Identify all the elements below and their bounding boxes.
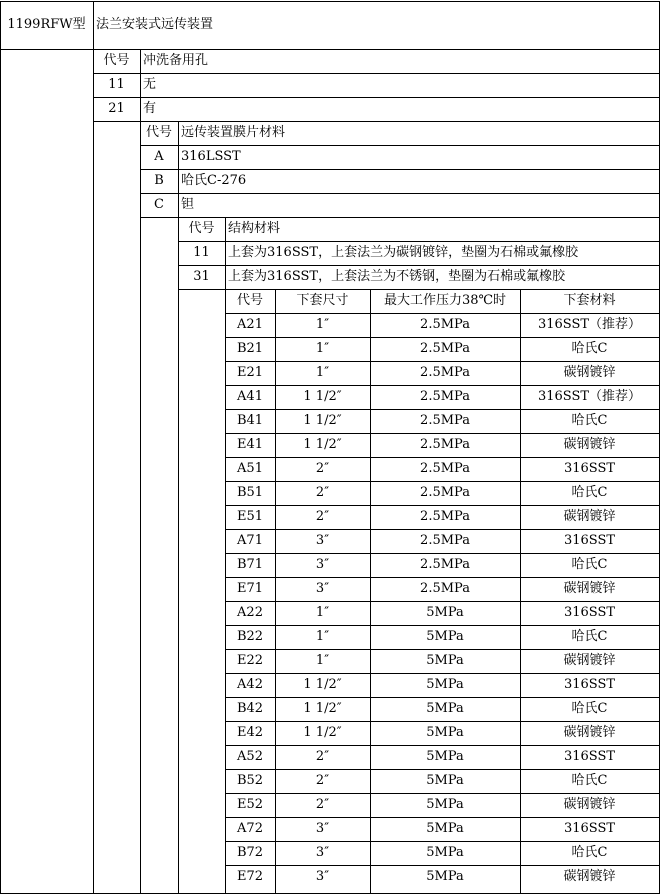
lower-cell-size: 3″: [315, 557, 330, 572]
lower-cell-code: B72: [236, 845, 264, 860]
lower-cell-code: B52: [236, 773, 264, 788]
lower-cell-size: 2″: [315, 749, 330, 764]
diaphragm-heading: 远传装置膜片材料: [181, 125, 286, 140]
lower-cell-material: 316SST: [563, 605, 616, 620]
lower-cell-size: 3″: [315, 821, 330, 836]
lower-cell-pressure: 2.5MPa: [420, 437, 470, 452]
lower-cell-pressure: 2.5MPa: [420, 557, 470, 572]
diaphragm-option-desc: 钽: [181, 197, 195, 212]
rule-vertical: [0, 1, 1, 894]
lower-col-header: 代号: [236, 293, 263, 308]
lower-cell-pressure: 2.5MPa: [420, 485, 470, 500]
lower-cell-size: 2″: [315, 797, 330, 812]
diaphragm-code-header: 代号: [145, 125, 172, 140]
lower-cell-material: 碳钢镀锌: [563, 797, 616, 812]
lower-cell-material: 316SST（推荐）: [537, 317, 642, 332]
lower-cell-code: E72: [236, 869, 264, 884]
lower-cell-code: B21: [236, 341, 264, 356]
lower-cell-material: 碳钢镀锌: [563, 581, 616, 596]
flush-option-code: 11: [108, 77, 125, 92]
lower-cell-size: 1 1/2″: [303, 677, 342, 692]
lower-cell-pressure: 5MPa: [426, 725, 464, 740]
lower-cell-size: 1 1/2″: [303, 725, 342, 740]
lower-cell-size: 2″: [315, 485, 330, 500]
structure-option-code: 31: [193, 269, 210, 284]
lower-cell-code: A41: [237, 389, 263, 404]
rule-vertical: [93, 1, 94, 894]
lower-cell-code: A42: [237, 677, 263, 692]
flush-heading: 冲洗备用孔: [143, 53, 209, 68]
flush-option-desc: 无: [143, 77, 157, 92]
diaphragm-option-code: A: [154, 149, 164, 164]
lower-cell-pressure: 2.5MPa: [420, 533, 470, 548]
lower-cell-pressure: 5MPa: [426, 869, 464, 884]
lower-cell-pressure: 2.5MPa: [420, 341, 470, 356]
lower-cell-size: 2″: [315, 461, 330, 476]
lower-cell-code: E71: [236, 581, 264, 596]
lower-cell-size: 1″: [315, 653, 330, 668]
structure-code-header: 代号: [188, 221, 215, 236]
lower-cell-pressure: 2.5MPa: [420, 413, 470, 428]
flush-option-desc: 有: [143, 101, 157, 116]
lower-cell-code: E52: [236, 797, 264, 812]
lower-cell-code: A52: [237, 749, 263, 764]
lower-cell-code: B71: [236, 557, 264, 572]
lower-cell-size: 1″: [315, 317, 330, 332]
lower-cell-material: 316SST: [563, 461, 616, 476]
flush-option-code: 21: [108, 101, 125, 116]
structure-option-code: 11: [193, 245, 210, 260]
lower-cell-material: 哈氏C: [571, 413, 608, 428]
rule-horizontal: [0, 1, 660, 2]
structure-option-desc: 上套为316SST，上套法兰为不锈钢，垫圈为石棉或氟橡胶: [228, 269, 566, 284]
lower-cell-material: 316SST: [563, 533, 616, 548]
lower-cell-size: 1 1/2″: [303, 389, 342, 404]
lower-cell-pressure: 5MPa: [426, 845, 464, 860]
lower-cell-material: 碳钢镀锌: [563, 437, 616, 452]
lower-cell-code: B51: [236, 485, 264, 500]
lower-cell-material: 哈氏C: [571, 341, 608, 356]
lower-cell-code: B41: [236, 413, 264, 428]
lower-cell-code: A51: [237, 461, 263, 476]
structure-option-desc: 上套为316SST，上套法兰为碳钢镀锌，垫圈为石棉或氟橡胶: [228, 245, 579, 260]
lower-cell-material: 哈氏C: [571, 701, 608, 716]
lower-cell-material: 哈氏C: [571, 485, 608, 500]
lower-cell-size: 1″: [315, 365, 330, 380]
lower-col-header: 最大工作压力38℃时: [383, 293, 507, 308]
lower-cell-material: 哈氏C: [571, 845, 608, 860]
lower-cell-size: 1 1/2″: [303, 437, 342, 452]
lower-cell-code: A22: [237, 605, 263, 620]
lower-cell-size: 1 1/2″: [303, 701, 342, 716]
lower-col-header: 下套尺寸: [296, 293, 349, 308]
lower-cell-pressure: 2.5MPa: [420, 365, 470, 380]
lower-cell-code: A72: [237, 821, 263, 836]
lower-cell-code: E41: [236, 437, 264, 452]
lower-cell-pressure: 5MPa: [426, 749, 464, 764]
lower-cell-size: 2″: [315, 773, 330, 788]
lower-cell-code: B22: [236, 629, 264, 644]
lower-cell-pressure: 2.5MPa: [420, 389, 470, 404]
lower-cell-pressure: 2.5MPa: [420, 581, 470, 596]
lower-cell-pressure: 5MPa: [426, 773, 464, 788]
lower-cell-size: 1″: [315, 605, 330, 620]
lower-cell-code: E22: [236, 653, 264, 668]
diaphragm-option-code: C: [154, 197, 164, 212]
lower-cell-material: 316SST: [563, 821, 616, 836]
lower-cell-pressure: 5MPa: [426, 701, 464, 716]
lower-cell-code: A21: [237, 317, 263, 332]
flush-code-header: 代号: [103, 53, 130, 68]
lower-cell-material: 316SST（推荐）: [537, 389, 642, 404]
lower-cell-pressure: 5MPa: [426, 629, 464, 644]
lower-cell-material: 碳钢镀锌: [563, 653, 616, 668]
lower-cell-size: 3″: [315, 845, 330, 860]
model-code: 1199RFW型: [7, 17, 86, 32]
lower-cell-material: 哈氏C: [571, 557, 608, 572]
lower-cell-code: E21: [236, 365, 264, 380]
lower-cell-pressure: 2.5MPa: [420, 461, 470, 476]
lower-cell-size: 1″: [315, 629, 330, 644]
lower-cell-code: E42: [236, 725, 264, 740]
product-title: 法兰安装式远传装置: [96, 17, 214, 32]
lower-col-header: 下套材料: [563, 293, 616, 308]
lower-cell-pressure: 2.5MPa: [420, 317, 470, 332]
lower-cell-pressure: 5MPa: [426, 797, 464, 812]
lower-cell-material: 哈氏C: [571, 773, 608, 788]
lower-cell-size: 2″: [315, 509, 330, 524]
lower-cell-code: E51: [236, 509, 264, 524]
diaphragm-option-code: B: [154, 173, 164, 188]
lower-cell-size: 1 1/2″: [303, 413, 342, 428]
diaphragm-option-desc: 316LSST: [181, 149, 241, 164]
lower-cell-pressure: 2.5MPa: [420, 509, 470, 524]
lower-cell-material: 316SST: [563, 677, 616, 692]
lower-cell-size: 1″: [315, 341, 330, 356]
lower-cell-pressure: 5MPa: [426, 605, 464, 620]
lower-cell-material: 碳钢镀锌: [563, 725, 616, 740]
lower-cell-size: 3″: [315, 581, 330, 596]
lower-cell-material: 哈氏C: [571, 629, 608, 644]
diaphragm-option-desc: 哈氏C-276: [181, 173, 247, 188]
lower-cell-material: 碳钢镀锌: [563, 869, 616, 884]
lower-cell-material: 碳钢镀锌: [563, 365, 616, 380]
lower-cell-material: 316SST: [563, 749, 616, 764]
lower-cell-size: 3″: [315, 533, 330, 548]
lower-cell-pressure: 5MPa: [426, 653, 464, 668]
lower-cell-code: A71: [237, 533, 263, 548]
lower-cell-code: B42: [236, 701, 264, 716]
lower-cell-size: 3″: [315, 869, 330, 884]
lower-cell-pressure: 5MPa: [426, 821, 464, 836]
lower-cell-pressure: 5MPa: [426, 677, 464, 692]
lower-cell-material: 碳钢镀锌: [563, 509, 616, 524]
structure-heading: 结构材料: [228, 221, 281, 236]
